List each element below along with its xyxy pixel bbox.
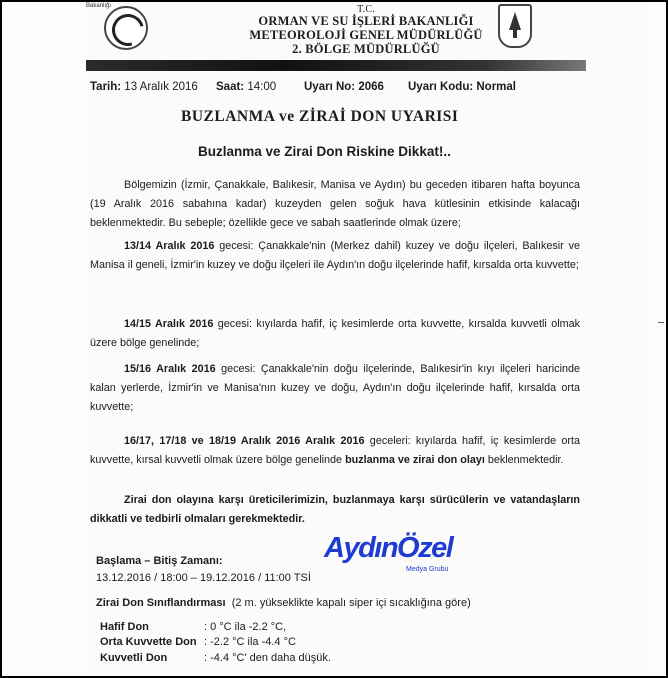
document-page: [86, 2, 646, 676]
paragraph-14-15: 14/15 Aralık 2016 gecesi: kıyılarda hafif, iç kesimlerde orta kuvvette, kırsalda kuvvetli olmak üzere bölge genelinde;: [90, 318, 580, 349]
header-tc: T.C.: [357, 4, 375, 15]
header-region: 2. BÖLGE MÜDÜRLÜĞÜ: [292, 42, 440, 56]
header-divider-bar: [86, 60, 586, 71]
document-title: BUZLANMA ve ZİRAİ DON UYARISI: [181, 108, 459, 125]
aydinozel-watermark: [324, 532, 474, 580]
header-directorate: METEOROLOJİ GENEL MÜDÜRLÜĞÜ: [249, 28, 483, 42]
meta-date: Tarih: 13 Aralık 2016: [90, 81, 198, 93]
don-row-light: Hafif Don : 0 °C ila -2.2 °C,: [100, 621, 287, 633]
don-row-moderate: Orta Kuvvette Don : -2.2 °C ila -4.4 °C: [100, 636, 296, 648]
paragraph-advice: Zirai don olayına karşı üreticilerimizin, buzlanmaya karşı sürücülerin ve vatandaşların dikkatli ve tedbirli olmaları gerekmektedir.: [90, 494, 580, 525]
paragraph-15-16: 15/16 Aralık 2016 gecesi: Çanakkale'nin doğu ilçelerinde, Balıkesir'in kıyı ilçeleri haricinde kalan yerlerde, İzmir'in ve Manisa'nın kuzey ve doğu, Aydın'ın doğu ilçelerinde hafif, kırsalda orta kuvvette;: [90, 363, 580, 413]
meta-time: Saat: 14:00: [216, 81, 277, 93]
paragraph-intro: Bölgemizin (İzmir, Çanakkale, Balıkesir, Manisa ve Aydın) bu geceden itibaren hafta boyunca (19 Aralık 2016 sabahına kadar) kuzeyden gelen soğuk hava kütlesinin etkisinde kalacağı beklenmektedir. Bu sebeple; özellikle gece ve sabah saatlerinde olmak üzere;: [90, 179, 580, 229]
meta-warning-code: Uyarı Kodu: Normal: [408, 81, 516, 93]
period-label: Başlama – Bitiş Zamanı:: [96, 555, 223, 567]
logo-caption: Bakanlığı: [86, 3, 112, 9]
brand-subtitle: Medya Grubu: [406, 566, 449, 573]
brand-name: AydınÖzel: [324, 532, 453, 564]
classification-heading: Zirai Don Sınıflandırması (2 m. yükseklikte kapalı siper içi sıcaklığına göre): [96, 597, 471, 609]
paragraph-16-19: 16/17, 17/18 ve 18/19 Aralık 2016 Aralık 2016 geceleri: kıyılarda hafif, iç kesimlerde orta kuvvette, kırsal kuvvetli olmak üzere bölge genelinde buzlanma ve zirai don olayı beklenmektedir.: [90, 435, 580, 466]
meta-warning-no: Uyarı No: 2066: [304, 81, 384, 93]
header-ministry: ORMAN VE SU İŞLERİ BAKANLIĞI: [258, 14, 474, 28]
don-row-strong: Kuvvetli Don : -4.4 °C' den daha düşük.: [100, 652, 331, 664]
document-subtitle: Buzlanma ve Zirai Don Riskine Dikkat!..: [198, 144, 451, 159]
period-value: 13.12.2016 / 18:00 – 19.12.2016 / 11:00 TSİ: [96, 572, 311, 584]
paragraph-13-14: 13/14 Aralık 2016 gecesi: Çanakkale'nin (Merkez dahil) kuzey ve doğu ilçeleri, Balıkesir ve Manisa il geneli, İzmir'in kuzey ve doğu ilçeleri ile Aydın'ın doğu ilçelerinde hafif, kırsalda orta kuvvette;: [90, 240, 580, 271]
